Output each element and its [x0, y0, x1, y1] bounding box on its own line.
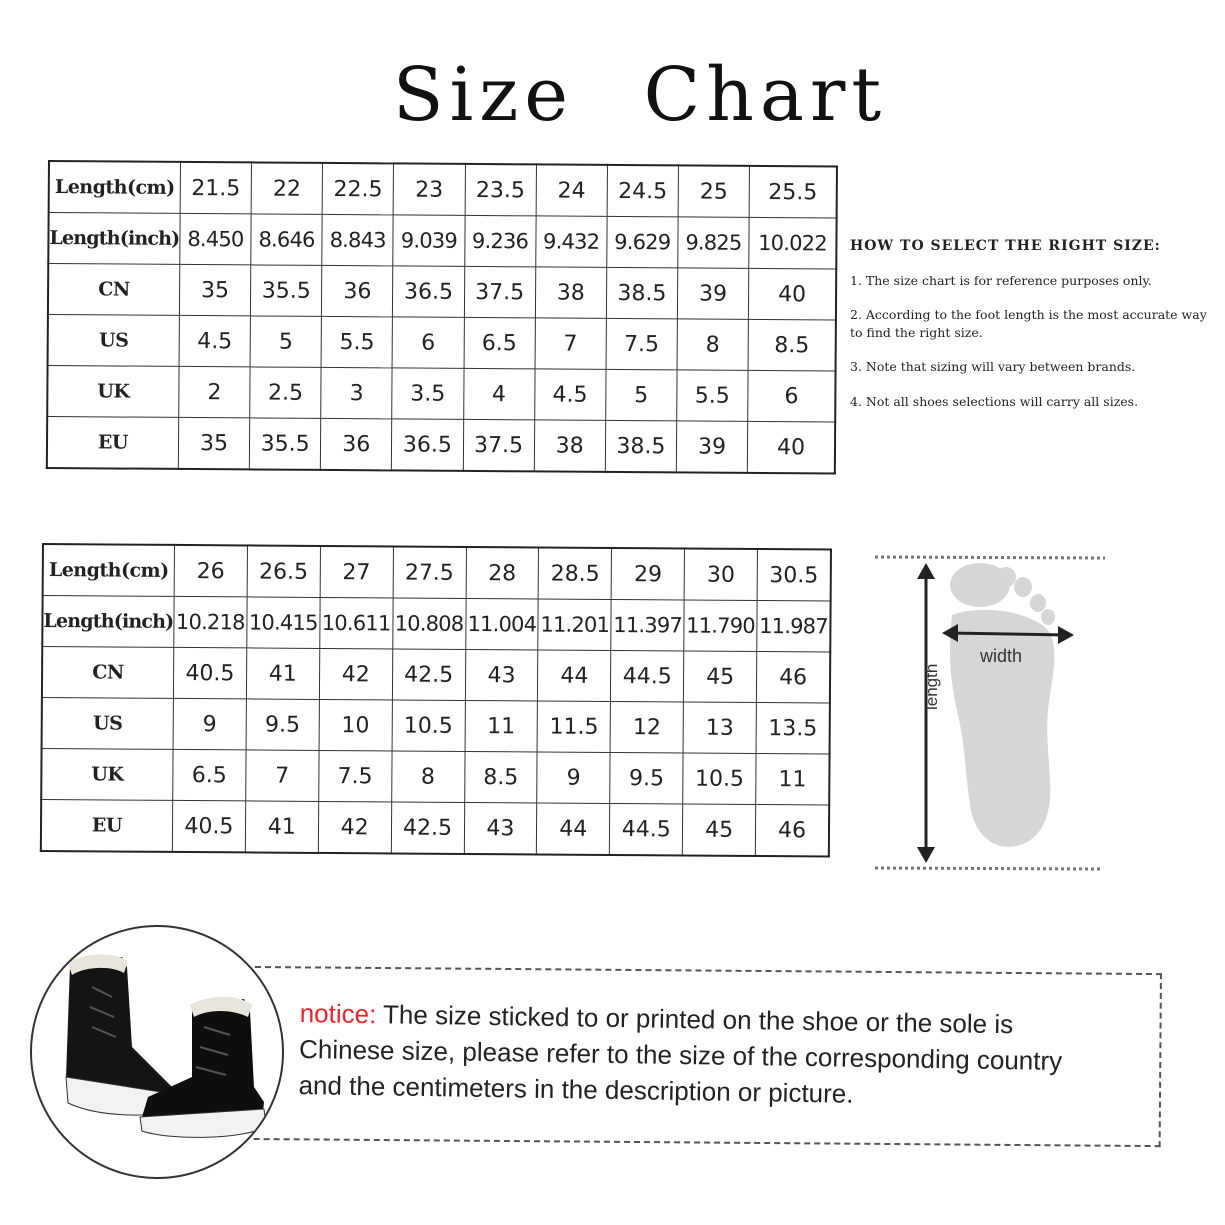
size-cell: 45 — [683, 804, 756, 856]
size-cell: 38.5 — [605, 420, 676, 472]
size-cell: 4 — [463, 368, 534, 419]
size-cell: 36 — [321, 418, 392, 470]
size-cell: 10.5 — [683, 753, 756, 805]
size-row-uk — [47, 366, 835, 422]
size-cell: 9.629 — [607, 216, 678, 267]
size-row-eu — [41, 800, 829, 857]
size-cell: 40.5 — [172, 800, 245, 852]
row-label: CN — [48, 264, 180, 316]
how-to-heading: HOW TO SELECT THE RIGHT SIZE: — [850, 238, 1161, 254]
notice-line-3: and the centimeters in the description or picture. — [298, 1069, 854, 1109]
snow-boots-image — [32, 927, 282, 1177]
size-cell: 10.808 — [392, 598, 465, 650]
size-cell: 22.5 — [322, 163, 393, 215]
size-cell: 36.5 — [392, 419, 463, 471]
size-cell: 23 — [393, 163, 464, 215]
size-cell: 42 — [318, 801, 391, 853]
size-cell: 22 — [251, 162, 322, 214]
size-row-lengthinch — [42, 596, 830, 653]
product-image-frame — [30, 925, 284, 1179]
row-label: Length(cm) — [43, 544, 175, 596]
size-row-eu — [47, 417, 835, 474]
size-cell: 9 — [173, 698, 246, 750]
size-cell: 41 — [246, 648, 319, 700]
size-row-lengthinch — [48, 213, 836, 270]
row-label: UK — [47, 366, 179, 418]
size-cell: 13.5 — [756, 702, 830, 754]
size-row-cn — [42, 647, 830, 704]
size-table-small — [46, 160, 838, 475]
size-cell: 10.022 — [749, 217, 837, 269]
size-cell: 11.004 — [465, 598, 538, 650]
size-cell: 9.5 — [246, 699, 319, 751]
size-cell: 38 — [534, 420, 605, 472]
notice-prefix: notice: — [299, 997, 377, 1030]
size-cell: 5 — [250, 316, 321, 367]
size-cell: 11.201 — [538, 599, 611, 651]
size-row-lengthcm — [49, 161, 837, 218]
size-cell: 2.5 — [250, 367, 321, 418]
width-label: width — [980, 646, 1023, 666]
size-cell: 9.5 — [610, 752, 683, 804]
size-cell: 26 — [174, 545, 247, 597]
size-cell: 25.5 — [749, 166, 837, 218]
how-to-tip-4: 4. Not all shoes selections will carry all sizes. — [850, 393, 1139, 409]
size-cell: 30.5 — [757, 549, 831, 601]
size-cell: 8 — [391, 751, 464, 803]
size-cell: 10 — [319, 699, 392, 751]
how-to-tip-3: 3. Note that sizing will vary between brands. — [850, 359, 1136, 375]
size-cell: 7.5 — [318, 750, 391, 802]
notice-text — [298, 995, 1160, 1116]
page-title: Size Chart — [392, 52, 888, 138]
size-cell: 6.5 — [464, 317, 535, 368]
size-cell: 2 — [179, 366, 250, 417]
size-cell: 38.5 — [606, 267, 677, 318]
size-cell: 7.5 — [606, 318, 677, 369]
size-cell: 3 — [321, 367, 392, 418]
size-cell: 44.5 — [611, 650, 684, 702]
size-cell: 42.5 — [392, 649, 465, 701]
size-cell: 8.5 — [748, 319, 836, 371]
size-cell: 26.5 — [247, 545, 320, 597]
size-cell: 24 — [536, 164, 607, 216]
how-to-tip-1: 1. The size chart is for reference purposes only. — [850, 273, 1152, 288]
size-cell: 39 — [676, 421, 747, 473]
size-cell: 42.5 — [391, 802, 464, 854]
size-cell: 9.236 — [464, 215, 535, 266]
row-label: US — [48, 315, 180, 367]
size-row-uk — [41, 749, 829, 806]
size-cell: 41 — [245, 801, 318, 853]
size-cell: 35 — [179, 264, 250, 315]
size-cell: 9 — [537, 752, 610, 804]
notice-line-2: Chinese size, please refer to the size of the corresponding country — [298, 1033, 1063, 1076]
size-cell: 35.5 — [250, 265, 321, 316]
row-label: Length(inch) — [42, 596, 174, 648]
size-row-us — [42, 698, 830, 755]
size-cell: 5.5 — [321, 316, 392, 367]
size-table-large — [40, 543, 832, 858]
size-cell: 10.218 — [174, 596, 247, 648]
size-cell: 39 — [677, 268, 748, 319]
row-label: UK — [41, 749, 173, 801]
row-label: EU — [47, 417, 179, 469]
size-cell: 40.5 — [173, 647, 246, 699]
size-cell: 43 — [465, 649, 538, 701]
size-cell: 8.450 — [180, 213, 251, 264]
size-cell: 44 — [537, 803, 610, 855]
size-cell: 35 — [178, 417, 249, 469]
size-cell: 12 — [610, 701, 683, 753]
footprint-icon — [870, 555, 1110, 875]
how-to-select-panel — [850, 238, 1220, 427]
size-cell: 42 — [319, 648, 392, 700]
size-cell: 24.5 — [607, 165, 678, 217]
size-cell: 11.397 — [611, 599, 684, 651]
size-cell: 29 — [611, 548, 684, 600]
size-cell: 11.5 — [537, 701, 610, 753]
size-cell: 44.5 — [610, 803, 683, 855]
size-cell: 37.5 — [463, 419, 534, 471]
notice-line-1-text: The size sticked to or printed on the shoe or the sole is — [376, 999, 1014, 1040]
size-cell: 21.5 — [180, 162, 251, 214]
size-cell: 4.5 — [534, 369, 605, 420]
how-to-tip-2: 2. According to the foot length is the most accurate way to find the right size. — [850, 307, 1207, 341]
size-cell: 8.843 — [322, 214, 393, 265]
size-cell: 36.5 — [393, 266, 464, 317]
size-cell: 4.5 — [179, 315, 250, 366]
size-cell: 10.415 — [247, 597, 320, 649]
size-cell: 9.825 — [678, 217, 749, 268]
size-row-lengthcm — [43, 544, 831, 601]
size-row-cn — [48, 264, 836, 321]
size-cell: 6 — [392, 317, 463, 368]
size-cell: 30 — [684, 548, 757, 600]
size-cell: 27.5 — [393, 546, 466, 598]
size-cell: 7 — [535, 318, 606, 369]
size-cell: 3.5 — [392, 368, 463, 419]
size-cell: 13 — [683, 702, 756, 754]
size-cell: 36 — [322, 265, 393, 316]
size-cell: 10.5 — [392, 700, 465, 752]
size-cell: 28.5 — [539, 547, 612, 599]
size-cell: 6 — [748, 370, 836, 422]
size-cell: 38 — [535, 267, 606, 318]
size-cell: 37.5 — [464, 266, 535, 317]
size-cell: 27 — [320, 546, 393, 598]
row-label: Length(cm) — [49, 161, 181, 213]
size-cell: 11 — [465, 700, 538, 752]
size-cell: 40 — [748, 268, 836, 320]
size-cell: 8 — [677, 319, 748, 370]
size-row-us — [48, 315, 836, 372]
size-cell: 5 — [605, 369, 676, 420]
size-cell: 7 — [246, 750, 319, 802]
row-label: CN — [42, 647, 174, 699]
size-cell: 46 — [755, 804, 829, 856]
size-cell: 11 — [756, 753, 830, 805]
size-cell: 9.039 — [393, 215, 464, 266]
size-cell: 8.5 — [464, 751, 537, 803]
size-cell: 8.646 — [251, 214, 322, 265]
size-cell: 45 — [684, 651, 757, 703]
length-label: length — [922, 663, 941, 710]
row-label: Length(inch) — [48, 213, 180, 265]
size-cell: 40 — [747, 421, 835, 473]
row-label: EU — [41, 800, 173, 852]
size-cell: 25 — [678, 165, 749, 217]
size-cell: 43 — [464, 802, 537, 854]
size-cell: 35.5 — [249, 418, 320, 470]
size-cell: 5.5 — [677, 370, 748, 421]
size-cell: 11.790 — [684, 600, 757, 652]
size-cell: 6.5 — [173, 749, 246, 801]
size-cell: 23.5 — [465, 164, 536, 216]
size-cell: 28 — [466, 547, 539, 599]
size-cell: 9.432 — [535, 216, 606, 267]
size-cell: 46 — [756, 651, 830, 703]
row-label: US — [42, 698, 174, 750]
size-cell: 44 — [538, 650, 611, 702]
size-cell: 11.987 — [757, 600, 831, 652]
size-cell: 10.611 — [319, 597, 392, 649]
